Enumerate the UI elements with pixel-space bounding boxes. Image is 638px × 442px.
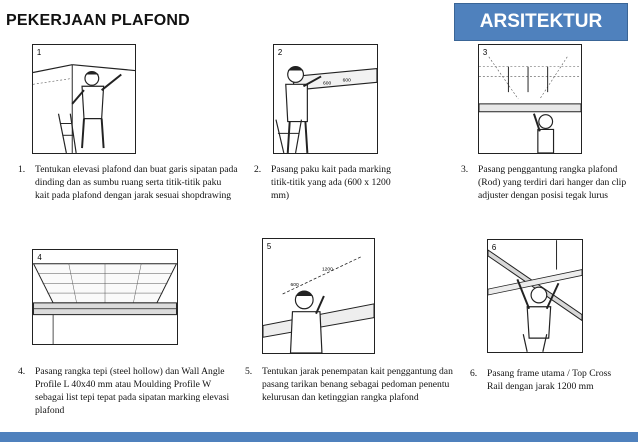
ceiling-rods-image [479, 45, 581, 153]
step-text: Pasang rangka tepi (steel hollow) dan Wall Angle Profile L 40x40 mm atau Moulding Profile W sebagai list tepi tepat pada sipatan marking elevasi plafond [35, 366, 230, 416]
figure-number: 1 [36, 47, 42, 57]
illustration-step-6 [487, 239, 583, 353]
worker-top-cross-rail-image [488, 240, 582, 352]
step-text: Pasang penggantung rangka plafond (Rod) yang terdiri dari hanger dan clip adjuster dengan posisi tegak lurus [478, 164, 627, 201]
step-number: 2. [254, 164, 262, 175]
illustration-step-3 [478, 44, 582, 154]
worker-nailing-hooks-image [274, 45, 377, 153]
step-number: 5. [245, 366, 253, 377]
figure-number: 2 [277, 47, 283, 57]
worker-marking-wall-image [33, 45, 135, 153]
ceiling-grid-perimeter-image [33, 250, 177, 344]
dimension-label: 600 [342, 78, 351, 84]
step-number: 3. [461, 164, 469, 175]
illustration-step-2 [273, 44, 378, 154]
step-text: Tentukan jarak penempatan kait penggantung dan pasang tarikan benang sebagai pedoman penentu kelurusan dan ketinggian rangka plafond [262, 366, 453, 403]
worker-string-line-image [263, 239, 374, 353]
figure-number: 5 [266, 241, 272, 251]
footer-bar [0, 432, 638, 442]
step-text: Tentukan elevasi plafond dan buat garis sipatan pada dinding dan as sumbu ruang serta titik-titik paku kait pada plafond dengan jarak sesuai shopdrawing [35, 164, 238, 201]
illustration-step-5 [262, 238, 375, 354]
dimension-label: 600 [323, 81, 332, 87]
step-text: Pasang paku kait pada marking titik-titik yang ada (600 x 1200 mm) [271, 164, 391, 201]
step-number: 6. [470, 368, 478, 379]
illustration-step-4 [32, 249, 178, 345]
step-number: 1. [18, 164, 26, 175]
dimension-label: 600 [290, 283, 299, 289]
step-number: 4. [18, 366, 26, 377]
figure-number: 3 [482, 47, 488, 57]
figure-number: 4 [37, 252, 42, 262]
category-badge: ARSITEKTUR [454, 3, 628, 41]
step-text: Pasang frame utama / Top Cross Rail dengan jarak 1200 mm [487, 368, 612, 392]
figure-number: 6 [491, 242, 497, 252]
illustration-step-1 [32, 44, 136, 154]
page-title: PEKERJAAN PLAFOND [6, 12, 190, 29]
dimension-label: 1200 [321, 267, 333, 273]
